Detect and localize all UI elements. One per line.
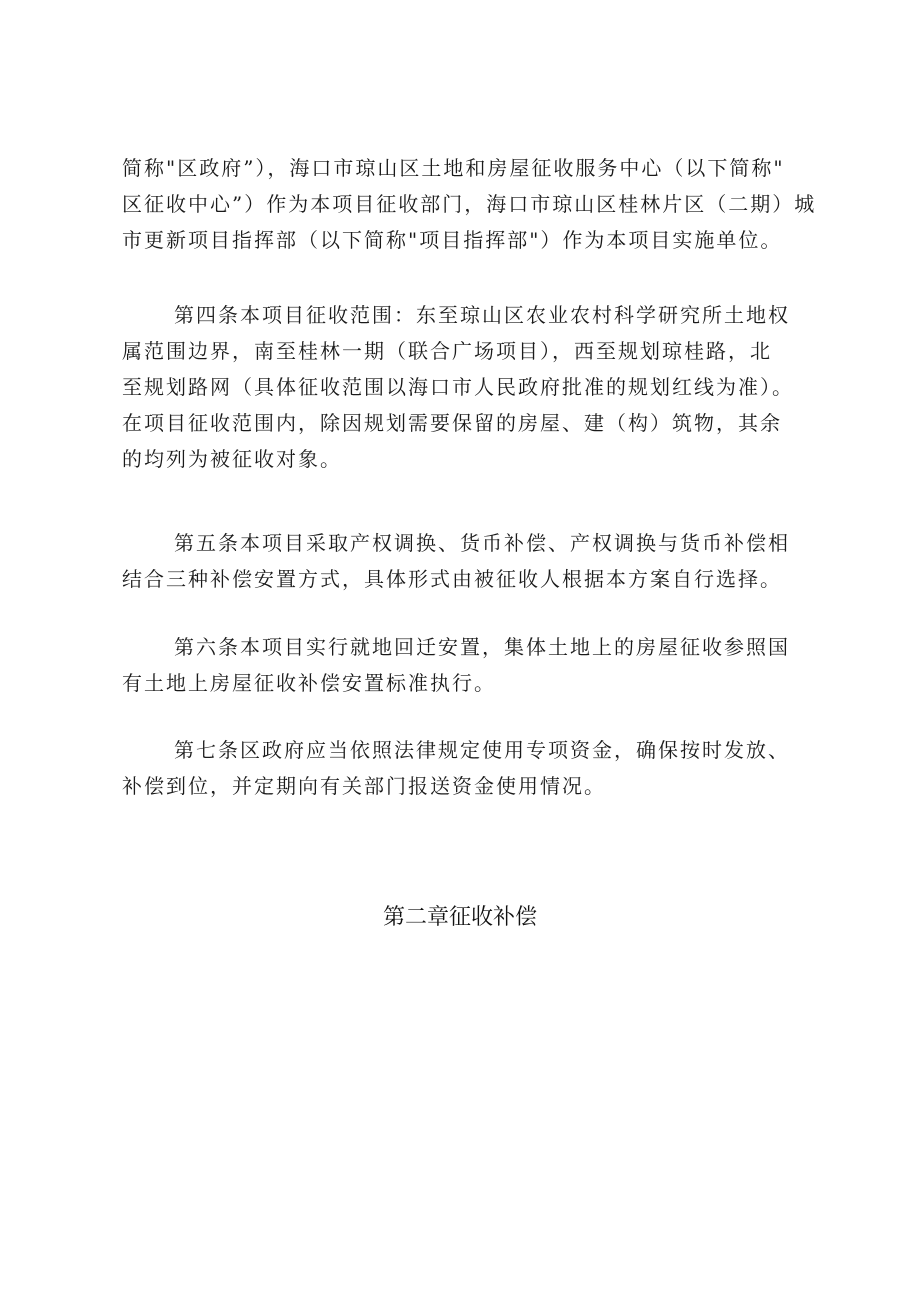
paragraph-line: 至规划路网（具体征收范围以海口市人民政府批准的规划红线为准）。	[122, 375, 794, 399]
paragraph-continuation	[122, 150, 822, 258]
article-6-paragraph	[122, 629, 822, 701]
paragraph-line: 有土地上房屋征收补偿安置标准执行。	[122, 671, 496, 695]
paragraph-line: 简称"区政府”），海口市琼山区土地和房屋征收服务中心（以下简称"	[122, 156, 785, 180]
paragraph-line: 市更新项目指挥部（以下简称"项目指挥部"）作为本项目实施单位。	[122, 228, 783, 252]
paragraph-line: 结合三种补偿安置方式，具体形式由被征收人根据本方案自行选择。	[122, 567, 782, 591]
article-7-paragraph	[122, 732, 822, 804]
paragraph-line: 区征收中心”）作为本项目征收部门，海口市琼山区桂林片区（二期）城	[122, 192, 817, 216]
paragraph-line: 第七条区政府应当依照法律规定使用专项资金，确保按时发放、	[174, 738, 790, 762]
paragraph-line: 第六条本项目实行就地回迁安置，集体土地上的房屋征收参照国	[174, 635, 790, 659]
chapter-title: 第二章征收补偿	[382, 905, 537, 930]
article-5-paragraph	[122, 525, 822, 597]
paragraph-line: 第四条本项目征收范围：东至琼山区农业农村科学研究所土地权	[174, 303, 790, 327]
paragraph-line: 的均列为被征收对象。	[122, 447, 342, 471]
article-4-paragraph	[122, 297, 822, 477]
paragraph-line: 补偿到位，并定期向有关部门报送资金使用情况。	[122, 774, 606, 798]
paragraph-line: 第五条本项目采取产权调换、货币补偿、产权调换与货币补偿相	[174, 531, 790, 555]
paragraph-line: 属范围边界，南至桂林一期（联合广场项目），西至规划琼桂路，北	[122, 339, 772, 363]
paragraph-line: 在项目征收范围内，除因规划需要保留的房屋、建（构）筑物，其余	[122, 411, 782, 435]
